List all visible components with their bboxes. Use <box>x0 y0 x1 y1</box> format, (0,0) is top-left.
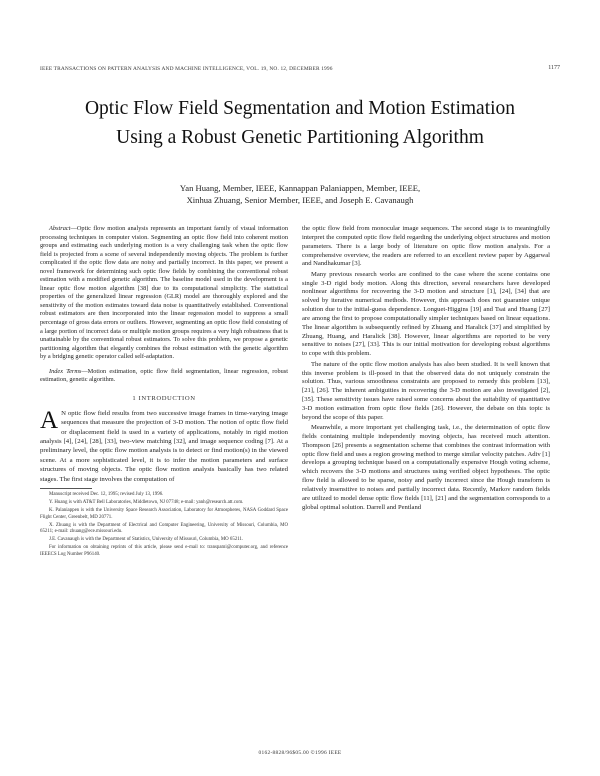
right-column <box>302 225 550 514</box>
abstract-text: —Optic flow motion analysis represents an important family of visual information processing techniques in computer vision. Segmenting an optic flow field into coherent motion groups and estimating each underlying motion is a very challenging task when the optic flow field is projected from a scene of several independently moving objects. The problem is further complicated if the optic flow data are noisy and partially incorrect. In this paper, we present a novel framework for determining such optic flow fields by combining the conventional robust estimation with a modified genetic algorithm. The baseline model used in the development is a linear optic flow motion algorithm [38] due to its computational simplicity. The statistical properties of the generalized linear regression (GLR) model are thoroughly explored and the sensitivity of the motion estimates toward data noise is quantitatively established. Conventional robust estimators are then incorporated into the linear regression model to suppress a small percentage of gross data errors or outliers. However, segmenting an optic flow field consisting of a large portion of incorrect data or multiple motion groups requires a very high robustness that is unattainable by the conventional robust estimators. To solve this problem, we propose a genetic partitioning algorithm that elegantly combines the robust estimation with the genetic algorithm by a bridging genetic operator called self-adaptation. <box>40 225 288 361</box>
page-number: 1177 <box>548 65 560 71</box>
footnote-rule <box>40 488 92 489</box>
paper-title: Optic Flow Field Segmentation and Motion Estimation Using a Robust Genetic Partitioning Algorithm <box>84 98 516 148</box>
left-column <box>40 225 288 560</box>
index-terms-paragraph <box>40 368 288 385</box>
author-line-2: Xinhua Zhuang, Senior Member, IEEE, and Joseph E. Cavanaugh <box>186 195 414 205</box>
footnote: For information on obtaining reprints of this article, please send e-mail to: transpami@computer.org, and reference IEEECS Log Number P96140. <box>40 545 288 557</box>
index-terms-label: Index Terms <box>49 367 82 375</box>
index-terms <box>40 368 288 385</box>
introduction-heading: 1 INTRODUCTION <box>132 394 196 402</box>
footnote: X. Zhuang is with the Department of Electrical and Computer Engineering, University of Missouri, Columbia, MO 65211; e-mail: zhuang@ece.missouri.edu. <box>40 522 288 535</box>
abstract-label: Abstract <box>49 225 71 232</box>
running-head: IEEE TRANSACTIONS ON PATTERN ANALYSIS AND MACHINE INTELLIGENCE, VOL. 19, NO. 12, DECEMBER 1996 <box>40 66 333 72</box>
body-paragraph: Meanwhile, a more important yet challenging task, i.e., the determination of optic flow fields containing multiple independently moving objects, has received much attention. Thompson [26] presents a segmentation scheme that combines the contrast information with optic flow field and uses a region growing method to merge similar velocity patches. Adiv [1] develops a grouping technique based on a computationally expensive Hough voting scheme, which recovers the 3-D motions and structures using verified object hypotheses. The optic flow field is allowed to be sparse, noisy and partly incorrect since the Hough transform is relatively insensitive to noises and partially incorrect data. Recently, Markov random fields are utilized to model dense optic flow fields [11], [21] and the segmentation corresponds to a global optimal solution. Darrell and Pentland <box>302 424 550 511</box>
footnote: Manuscript received Dec. 12, 1995; revised July 13, 1996. <box>49 492 164 497</box>
index-terms-text: —Motion estimation, optic flow field segmentation, linear regression, robust estimation, genetic algorithm. <box>40 367 288 384</box>
introduction-paragraph: N optic flow field results from two successive image frames in time-varying image sequences that measure the projection of 3-D motion. The notion of optic flow field or displacement field is used in a variety of applications, notably in rigid motion analysis [4], [24], [28], [33], two-view matching [32], and image sequence coding [7]. At a preliminary level, the optic flow motion analysis is to detect or find motion(s) in the viewed scene. At a more sophisticated level, it is to infer the motion parameters and surface structures of moving objects. The optic flow motion analysis basically has two related stages. The first stage involves the computation of <box>40 409 288 483</box>
dropcap: A <box>40 406 59 434</box>
footnotes <box>40 492 288 558</box>
body-paragraph: Many previous research works are confined to the case where the scene contains one single 3-D rigid body motion. Along this direction, several researchers have developed nonlinear algorithms for recovering the 3-D motion and structure [1], [24], [34] that are solved by iterative numerical methods. However, this approach does not guarantee unique solution due to the initial-guess dependence. Longuet-Higgins [19] and Tsai and Huang [27] are among the first to propose computationally simpler techniques based on linear equations. The linear algorithm is subsequently refined by Zhuang and Haralick [37] and simplified by Zhuang, Huang, and Haralick [38]. However, linear algorithms are reported to be very sensitive to noises [27], [33]. This is our initial motivation for developing robust algorithms to cope with this problem. <box>302 270 550 358</box>
body-paragraph: the optic flow field from monocular image sequences. The second stage is to meaningfully interpret the computed optic flow field regarding the underlying object structures and motion parameters. There is a large body of literature on optic flow motion analysis. For a comprehensive overview, the readers are referred to an excellent review paper by Aggarwal and Nandhakumar [3]. <box>302 225 550 268</box>
introduction-body <box>40 406 288 484</box>
body-paragraph: The nature of the optic flow motion analysis has also been studied. It is well known that this inverse problem is ill-posed in that the observed data do not uniquely constrain the solution. Thus, various smoothness constraints are proposed to remedy this problem [13], [21], [26]. The inherent ambiguities in recovering the 3-D motion are also investigated [2], [35]. These sensitivity issues have raised some concerns about the suitability of quantitative 3-D motion estimation from optic flow fields [26]. However, the debate on this topic is beyond the scope of this paper. <box>302 360 550 421</box>
copyright-line: 0162-8828/96$05.00 ©1996 IEEE <box>258 750 342 756</box>
footnote: K. Palaniappen is with the University Space Research Association, Laboratory for Atmospheres, NASA Goddard Space Flight Center, Greenbelt, MD 20771. <box>40 507 288 520</box>
abstract <box>40 225 288 362</box>
footnote: Y. Huang is with AT&T Bell Laboratories, Middletown, NJ 07748; e-mail: yanh@research.att.com. <box>49 499 244 505</box>
abstract-paragraph <box>40 225 288 362</box>
author-block <box>60 182 540 206</box>
author-line-1: Yan Huang, Member, IEEE, Kannappan Palaniappen, Member, IEEE, <box>179 183 421 193</box>
footnote: J.E. Cavanaugh is with the Department of Statistics, University of Missouri, Columbia, MO 65211. <box>49 537 244 543</box>
